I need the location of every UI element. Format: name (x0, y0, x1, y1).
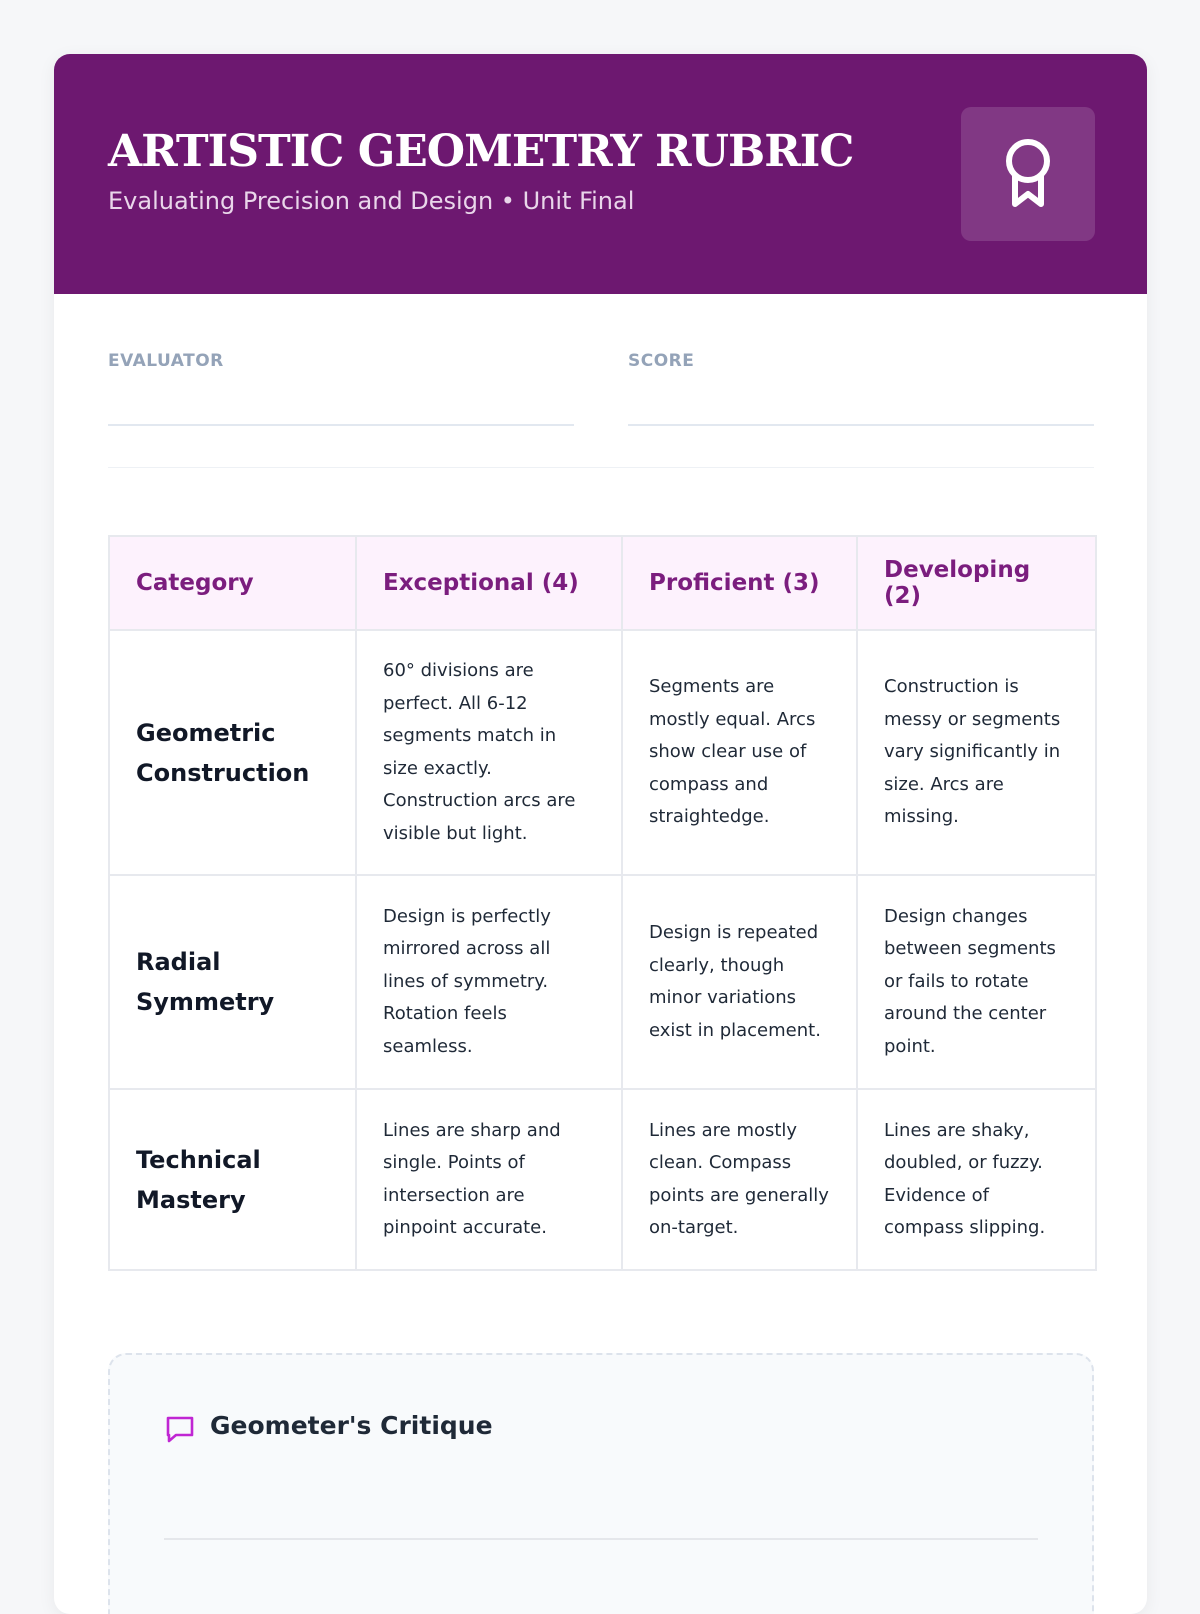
developing-cell: Construction is messy or segments vary significantly in size. Arcs are missing. (857, 630, 1096, 875)
column-header-category: Category (109, 536, 356, 630)
exceptional-cell: Design is perfectly mirrored across all lines of symmetry. Rotation feels seamless. (356, 875, 622, 1089)
evaluator-label: EVALUATOR (108, 351, 224, 371)
award-ribbon-icon (998, 134, 1058, 214)
rubric-table (108, 535, 1097, 1271)
category-cell: Radial Symmetry (109, 875, 356, 1089)
table-row (109, 630, 1096, 875)
table-row (109, 875, 1096, 1089)
proficient-cell: Segments are mostly equal. Arcs show clear use of compass and straightedge. (622, 630, 857, 875)
critique-title: Geometer's Critique (210, 1411, 493, 1440)
exceptional-cell: Lines are sharp and single. Points of intersection are pinpoint accurate. (356, 1089, 622, 1270)
rubric-header (54, 54, 1147, 294)
exceptional-cell: 60° divisions are perfect. All 6-12 segments match in size exactly. Construction arcs are visible but light. (356, 630, 622, 875)
critique-box (108, 1353, 1094, 1614)
section-divider (108, 467, 1094, 468)
proficient-cell: Lines are mostly clean. Compass points are generally on-target. (622, 1089, 857, 1270)
table-row (109, 1089, 1096, 1270)
page-subtitle: Evaluating Precision and Design • Unit Final (108, 187, 635, 215)
rubric-card (54, 54, 1147, 1614)
developing-cell: Lines are shaky, doubled, or fuzzy. Evidence of compass slipping. (857, 1089, 1096, 1270)
developing-cell: Design changes between segments or fails to rotate around the center point. (857, 875, 1096, 1089)
column-header-proficient: Proficient (3) (622, 536, 857, 630)
critique-field[interactable] (164, 1538, 1038, 1540)
column-header-developing: Developing (2) (857, 536, 1096, 630)
proficient-cell: Design is repeated clearly, though minor variations exist in placement. (622, 875, 857, 1089)
page-title: ARTISTIC GEOMETRY RUBRIC (108, 126, 854, 177)
column-header-exceptional: Exceptional (4) (356, 536, 622, 630)
speech-bubble-icon (164, 1413, 196, 1445)
score-label: SCORE (628, 351, 695, 371)
category-cell: Geometric Construction (109, 630, 356, 875)
table-header-row (109, 536, 1096, 630)
award-badge (961, 107, 1095, 241)
category-cell: Technical Mastery (109, 1089, 356, 1270)
score-field[interactable] (628, 424, 1094, 426)
evaluator-field[interactable] (108, 424, 574, 426)
